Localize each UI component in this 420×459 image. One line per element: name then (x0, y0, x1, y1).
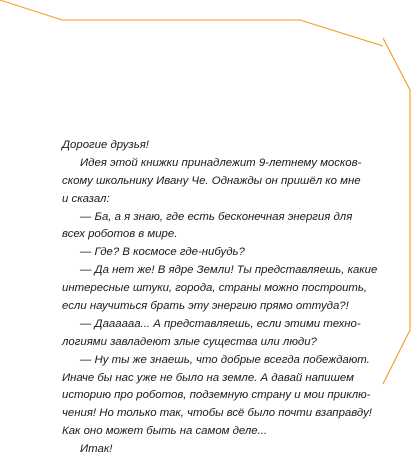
dialogue-line: — Где? В космосе где-нибудь? (80, 246, 245, 259)
text-line: логиями завладеют злые существа или люди? (62, 335, 317, 348)
text-line: всех роботов в мире. (62, 228, 178, 241)
text-line: Иначе бы нас уже не было на земле. А давай напишем (62, 371, 354, 384)
text-line: Идея этой книжки принадлежит 9-летнему москов- (80, 156, 362, 169)
text-line: чения! Но только так, чтобы всё было почти взаправду! (62, 407, 372, 420)
dialogue-line: — Ну ты же знаешь, что добрые всегда побеждают. (80, 353, 370, 366)
right-frame-line (383, 38, 410, 384)
closing-line: Итак! (80, 443, 113, 456)
text-line: Как оно может быть на самом деле... (62, 425, 268, 438)
greeting-line: Дорогие друзья! (62, 139, 149, 151)
dialogue-line: — Ба, а я знаю, где есть бесконечная энергия для (80, 210, 353, 223)
dialogue-line: — Да нет же! В ядре Земли! Ты представляешь, какие (80, 264, 378, 277)
intro-text (62, 137, 382, 459)
text-line: и сказал: (62, 192, 110, 205)
text-line: историю про роботов, подземную страну и мои приклю- (62, 389, 371, 402)
text-line: скому школьнику Ивану Че. Однажды он пришёл ко мне (62, 174, 361, 187)
text-line: интересные штуки, города, страны можно построить, (62, 282, 368, 295)
text-line: если научиться брать эту энергию прямо оттуда?! (62, 300, 349, 313)
top-frame-line (0, 0, 383, 46)
dialogue-line: — Даааааа... А представляешь, если этими техно- (80, 317, 361, 330)
